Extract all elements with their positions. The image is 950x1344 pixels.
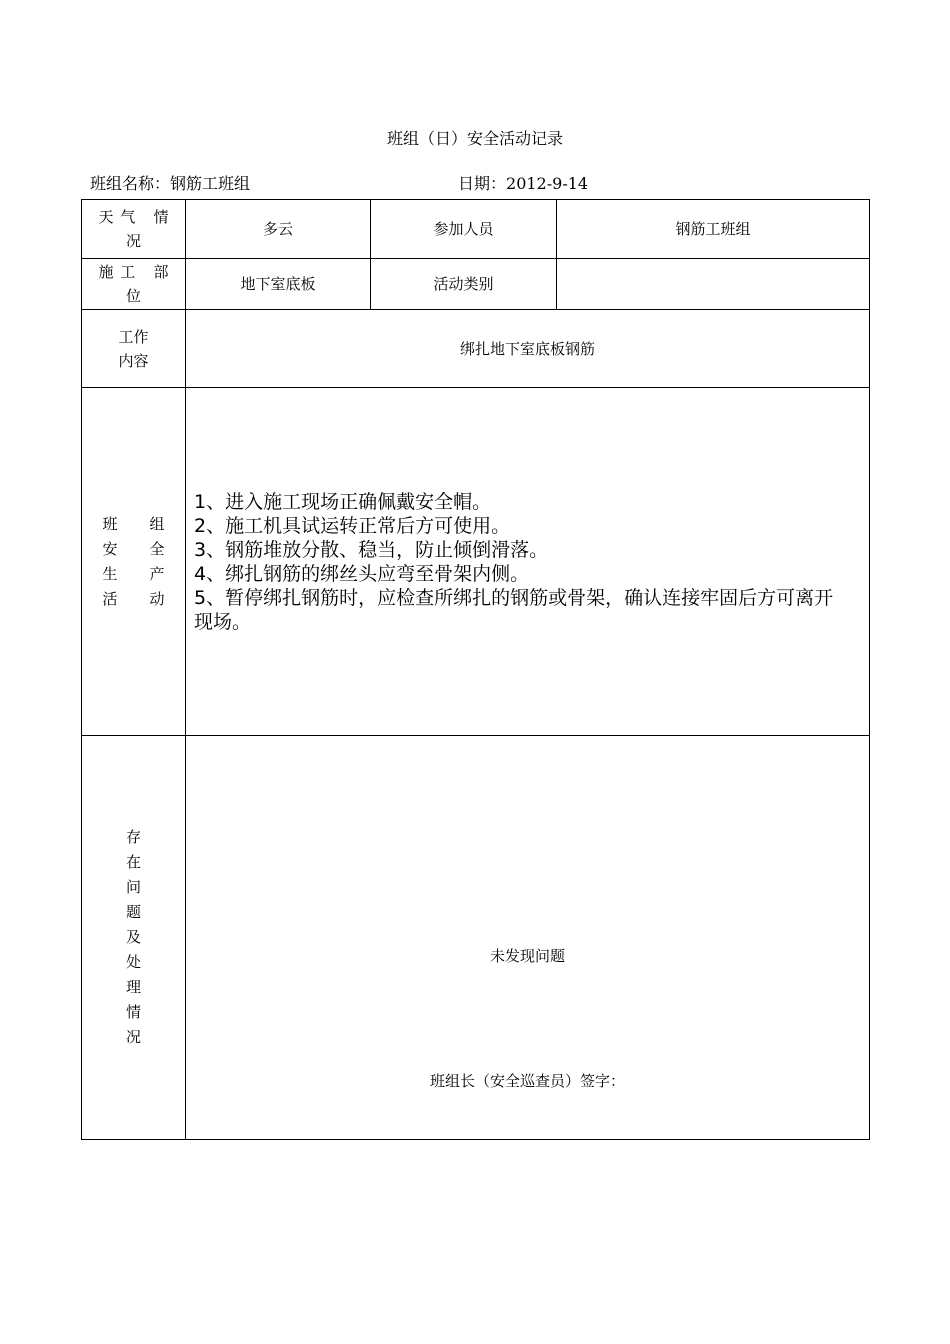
location-value-cell: 地下室底板 [186,259,371,310]
safety-label-char: 活 [102,589,118,608]
table-row-weather [82,200,870,259]
participants-value-cell: 钢筋工班组 [557,200,870,259]
date-label: 日期： [458,174,507,193]
issues-label-char: 题 [125,903,141,921]
location-label-part: 部 [153,263,169,281]
safety-item: 4、绑扎钢筋的绑丝头应弯至骨架内侧。 [194,562,530,585]
issues-label-char: 情 [125,1003,141,1021]
issues-label-char: 在 [125,853,141,871]
team-name-label: 班组名称： [90,174,171,193]
issues-label-char: 存 [125,828,141,846]
safety-activity-label-cell [82,388,186,736]
issues-content-cell [186,736,870,1140]
activity-type-label-cell: 活动类别 [371,259,557,310]
work-content-label-part: 内容 [118,351,149,370]
safety-item: 3、钢筋堆放分散、稳当，防止倾倒滑落。 [194,538,549,561]
issues-label-char: 况 [125,1028,141,1046]
location-label-part: 施工 [98,263,142,281]
location-label-part: 位 [125,287,141,305]
safety-label-char: 组 [149,514,165,533]
activity-type-value-cell [557,259,870,310]
issues-label-char: 问 [125,878,141,896]
safety-label-char: 班 [102,514,118,533]
safety-label-char: 安 [102,539,118,558]
date-line [458,171,588,194]
safety-item: 5、暂停绑扎钢筋时，应检查所绑扎的钢筋或骨架，确认连接牢固后方可离开 [194,586,834,609]
issues-label-char: 处 [125,953,141,971]
weather-value-cell: 多云 [186,200,371,259]
safety-activity-content-cell [186,388,870,736]
issues-label-cell [82,736,186,1140]
work-content-value-cell: 绑扎地下室底板钢筋 [186,310,870,388]
signature-label: 班组长（安全巡查员）签字： [429,1072,625,1090]
weather-label-part: 天气 [98,208,142,226]
work-content-label-part: 工作 [118,327,149,346]
safety-item: 1、进入施工现场正确佩戴安全帽。 [194,490,492,513]
weather-label-cell [82,200,186,259]
safety-label-char: 产 [149,564,165,583]
safety-item: 2、施工机具试运转正常后方可使用。 [194,514,511,537]
weather-label-part: 情 [153,208,169,226]
safety-label-char: 生 [102,564,118,583]
table-row-issues [82,736,870,1140]
safety-label-char: 全 [149,539,165,558]
issues-result-text: 未发现问题 [489,947,565,965]
weather-label-part: 况 [125,232,141,250]
date-value: 2012-9-14 [506,174,589,193]
table-row-work-content [82,310,870,388]
activity-record-table [81,199,870,1140]
table-row-safety-activity [82,388,870,736]
page-title: 班组（日）安全活动记录 [386,129,563,148]
team-name-line [90,171,250,194]
team-name-value: 钢筋工班组 [170,174,251,193]
issues-label-char: 理 [125,978,141,996]
safety-item: 现场。 [194,610,252,633]
work-content-label-cell [82,310,186,388]
location-label-cell [82,259,186,310]
participants-label-cell: 参加人员 [371,200,557,259]
safety-label-char: 动 [149,589,165,608]
table-row-location [82,259,870,310]
issues-label-char: 及 [125,928,141,946]
